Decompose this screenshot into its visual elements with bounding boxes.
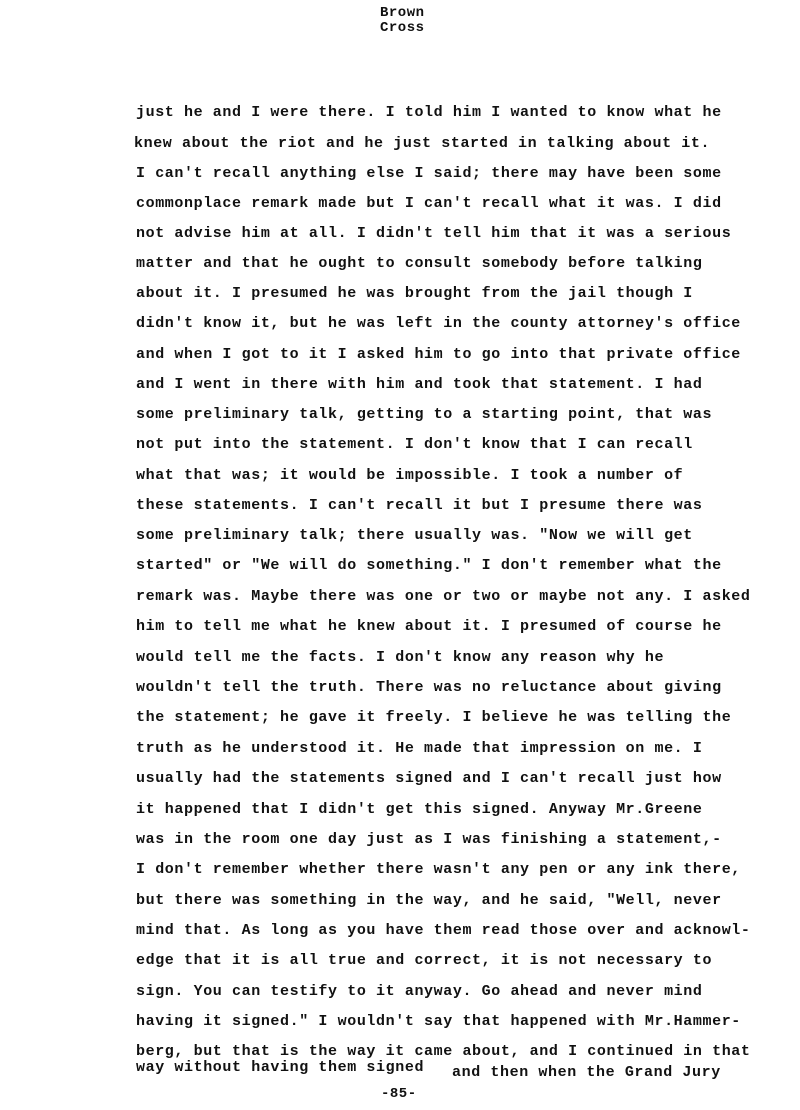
inserted-text-line-left: way without having them signed (136, 1059, 425, 1076)
text-line: having it signed." I wouldn't say that happened with Mr.Hammer- (136, 1013, 741, 1030)
text-line: I don't remember whether there wasn't any pen or any ink there, (136, 861, 741, 878)
text-line: it happened that I didn't get this signed. Anyway Mr.Greene (136, 801, 703, 818)
text-line: knew about the riot and he just started in talking about it. (134, 135, 711, 152)
text-line: not put into the statement. I don't know that I can recall (136, 436, 693, 453)
text-line: these statements. I can't recall it but I presume there was (136, 497, 703, 514)
text-line: berg, but that is the way it came about, and I continued in that (136, 1043, 751, 1060)
text-line: I can't recall anything else I said; there may have been some (136, 165, 722, 182)
text-line: the statement; he gave it freely. I believe he was telling the (136, 709, 732, 726)
text-line: not advise him at all. I didn't tell him that it was a serious (136, 225, 732, 242)
header-examination-type: Cross (380, 20, 425, 36)
text-line: and when I got to it I asked him to go into that private office (136, 346, 741, 363)
page-header (380, 6, 425, 36)
text-line: mind that. As long as you have them read those over and acknowl- (136, 922, 751, 939)
header-witness-name: Brown (380, 5, 425, 21)
inserted-text-line-right: and then when the Grand Jury (452, 1064, 721, 1081)
text-line: but there was something in the way, and he said, "Well, never (136, 892, 722, 909)
text-line: would tell me the facts. I don't know any reason why he (136, 649, 665, 666)
text-line: truth as he understood it. He made that impression on me. I (136, 740, 703, 757)
text-line: just he and I were there. I told him I wanted to know what he (136, 104, 722, 121)
text-line: started" or "We will do something." I don't remember what the (136, 557, 722, 574)
text-line: him to tell me what he knew about it. I presumed of course he (136, 618, 722, 635)
text-line: what that was; it would be impossible. I took a number of (136, 467, 684, 484)
text-line: was in the room one day just as I was finishing a statement,- (136, 831, 722, 848)
text-line: usually had the statements signed and I can't recall just how (136, 770, 722, 787)
text-line: wouldn't tell the truth. There was no reluctance about giving (136, 679, 722, 696)
page-number: -85- (381, 1086, 417, 1102)
text-line: some preliminary talk; there usually was. "Now we will get (136, 527, 693, 544)
text-line: some preliminary talk, getting to a starting point, that was (136, 406, 713, 423)
text-line: about it. I presumed he was brought from the jail though I (136, 285, 693, 302)
text-line: edge that it is all true and correct, it is not necessary to (136, 952, 713, 969)
text-line: didn't know it, but he was left in the county attorney's office (136, 315, 741, 332)
text-line: and I went in there with him and took that statement. I had (136, 376, 703, 393)
text-line: commonplace remark made but I can't recall what it was. I did (136, 195, 722, 212)
text-line: matter and that he ought to consult somebody before talking (136, 255, 703, 272)
text-line: sign. You can testify to it anyway. Go ahead and never mind (136, 983, 703, 1000)
text-line: remark was. Maybe there was one or two or maybe not any. I asked (136, 588, 751, 605)
